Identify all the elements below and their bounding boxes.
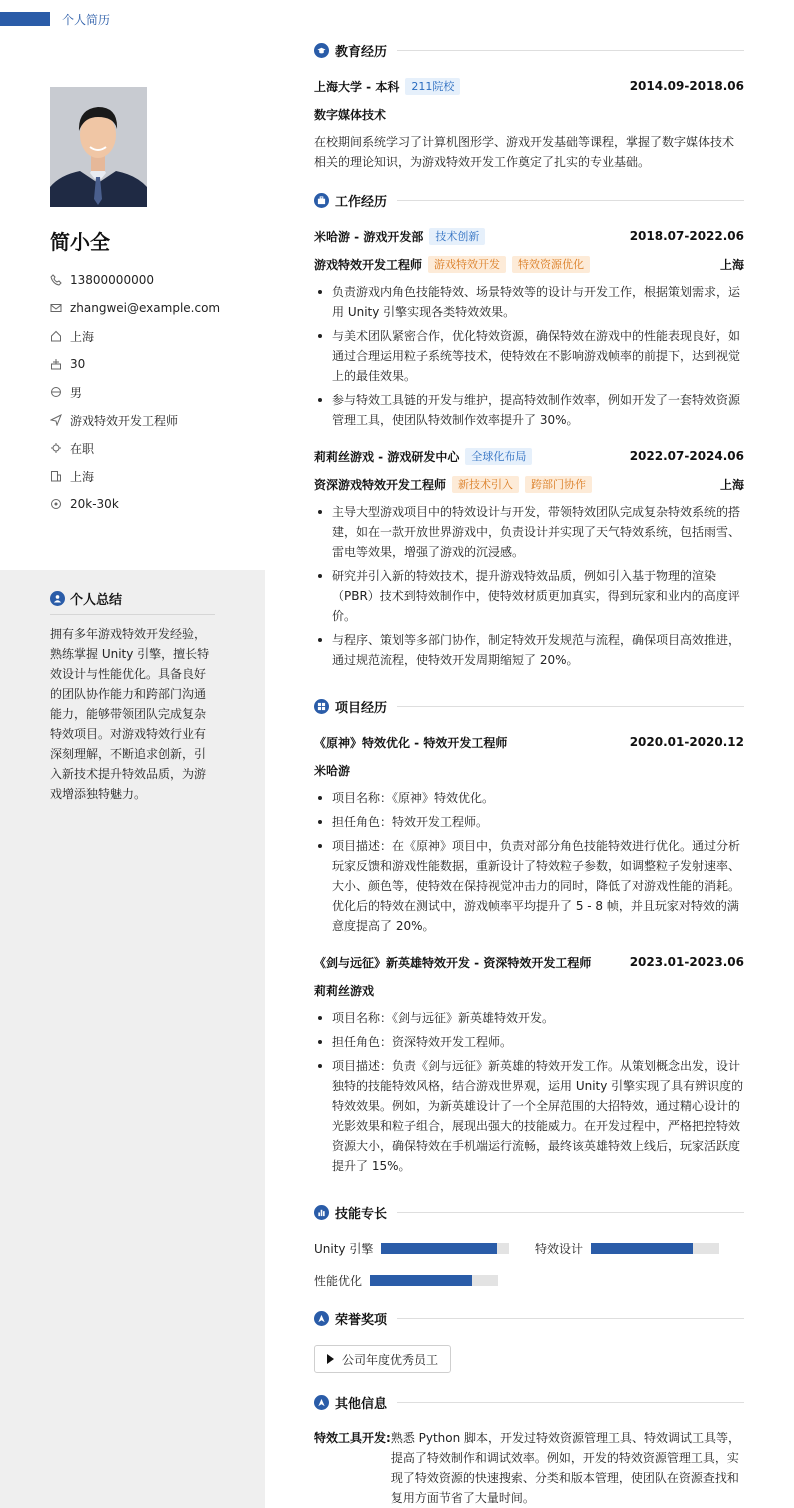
info-position	[50, 406, 220, 434]
list-item: 与程序、策划等多部门协作，制定特效开发规范与流程，确保项目高效推进，通过规范流程，使特效开发周期缩短了 20%。	[314, 630, 744, 670]
info-home	[50, 322, 220, 350]
project-1-bullets	[314, 788, 744, 940]
profile-name: 简小全	[50, 230, 110, 254]
briefcase-icon	[314, 193, 329, 208]
job-1-role-tag: 特效资源优化	[512, 256, 590, 273]
project-2-name: 《剑与远征》新英雄特效开发 - 资深特效开发工程师	[314, 955, 592, 970]
play-icon	[327, 1354, 334, 1364]
info-salary-text: 20k-30k	[70, 497, 119, 511]
job-1-company: 米哈游 - 游戏开发部	[314, 229, 424, 244]
send-icon	[50, 414, 62, 426]
resume-tag-label: 个人简历	[62, 12, 111, 27]
job-2-row	[314, 446, 744, 466]
divider	[397, 706, 744, 707]
contact-info-list	[50, 266, 220, 518]
project-2-date: 2023.01-2023.06	[629, 955, 744, 969]
cake-icon	[50, 358, 62, 370]
list-item: 与美术团队紧密合作，优化特效资源，确保特效在游戏中的性能表现良好，如通过合理运用粒子系统等技术，使特效在不影响游戏帧率的前提下，达到视觉上的最佳效果。	[314, 326, 744, 386]
skill-optimization	[314, 1270, 498, 1290]
info-phone	[50, 266, 220, 294]
info-age-text: 30	[70, 357, 86, 371]
section-other-title: 其他信息	[335, 1396, 388, 1412]
other-label: 特效工具开发:	[314, 1431, 391, 1445]
info-salary	[50, 490, 220, 518]
award-icon	[314, 1311, 329, 1326]
list-item: 担任角色：特效开发工程师。	[314, 812, 744, 832]
project-2-org-row	[314, 980, 744, 1000]
job-2-role: 资深游戏特效开发工程师	[314, 477, 447, 492]
section-skills-title: 技能专长	[335, 1206, 388, 1222]
job-1-bullets	[314, 282, 744, 434]
job-2-date: 2022.07-2024.06	[629, 449, 744, 463]
other-text: 熟悉 Python 脚本，开发过特效资源管理工具、特效调试工具等，提高了特效制作和调试效率。例如，开发的特效资源管理工具，实现了特效资源的快速搜索、分类和版本管理，使团队在资源查找和复用方面节省了大量时间。	[390, 1431, 741, 1505]
job-1-row	[314, 226, 744, 246]
status-icon	[50, 442, 62, 454]
job-2-role-row	[314, 474, 744, 494]
job-2-bullets	[314, 502, 744, 674]
info-city	[50, 462, 220, 490]
divider	[397, 200, 744, 201]
section-work-title: 工作经历	[335, 194, 388, 210]
education-major: 数字媒体技术	[314, 107, 387, 122]
skill-name: Unity 引擎	[314, 1241, 374, 1256]
section-skills-header	[314, 1200, 744, 1224]
resume-tag	[0, 12, 110, 26]
info-email-text: zhangwei@example.com	[70, 301, 221, 315]
divider	[397, 50, 744, 51]
skill-fill	[381, 1243, 496, 1254]
info-status	[50, 434, 220, 462]
project-2-row	[314, 952, 744, 972]
building-icon	[50, 470, 62, 482]
section-work-header	[314, 188, 744, 212]
summary-text: 拥有多年游戏特效开发经验，熟练掌握 Unity 引擎，擅长特效设计与性能优化。具备良好的团队协作能力和跨部门沟通能力，能够带领团队完成复杂特效项目。对游戏特效行业有深刻理解，不断追求创新，引入新技术提升特效品质，为游戏增添独特魅力。	[50, 627, 210, 801]
education-major-row	[314, 104, 744, 124]
job-1-date: 2018.07-2022.06	[629, 229, 744, 243]
section-awards-header	[314, 1306, 744, 1330]
grid-icon	[314, 699, 329, 714]
bar-chart-icon	[314, 1205, 329, 1220]
education-date: 2014.09-2018.06	[629, 79, 744, 93]
award-item-label: 公司年度优秀员工	[342, 1352, 439, 1367]
job-1-city: 上海	[719, 257, 744, 272]
project-2-bullets	[314, 1008, 744, 1180]
project-1-org-row	[314, 760, 744, 780]
list-item: 项目名称：《剑与远征》新英雄特效开发。	[314, 1008, 744, 1028]
graduation-cap-icon	[314, 43, 329, 58]
section-education-title: 教育经历	[335, 44, 388, 60]
divider	[397, 1318, 744, 1319]
other-info	[314, 1428, 744, 1508]
skill-bar	[381, 1243, 509, 1254]
salary-icon	[50, 498, 62, 510]
section-projects-title: 项目经历	[335, 700, 388, 716]
info-status-text: 在职	[70, 441, 95, 456]
skill-name: 特效设计	[535, 1241, 584, 1256]
job-1-role-tag: 游戏特效开发	[428, 256, 506, 273]
job-1-tag: 技术创新	[429, 228, 485, 245]
phone-icon	[50, 274, 62, 286]
list-item: 主导大型游戏项目中的特效设计与开发，带领特效团队完成复杂特效系统的搭建，如在一款开放世界游戏中，负责设计并实现了天气特效系统，包括雨雪、雷电等效果，增强了游戏的沉浸感。	[314, 502, 744, 562]
info-phone-text: 13800000000	[70, 273, 154, 287]
list-item: 研究并引入新的特效技术，提升游戏特效品质，例如引入基于物理的渲染（PBR）技术到特效制作中，使特效材质更加真实，得到玩家和业内的高度评价。	[314, 566, 744, 626]
skill-fill	[591, 1243, 693, 1254]
skill-unity	[314, 1238, 509, 1258]
info-position-text: 游戏特效开发工程师	[70, 413, 179, 428]
section-awards-title: 荣誉奖项	[335, 1312, 388, 1328]
list-item: 项目描述：在《原神》项目中，负责对部分角色技能特效进行优化。通过分析玩家反馈和游戏性能数据，重新设计了特效粒子参数，如调整粒子发射速率、大小、颜色等，使特效在保持视觉冲击力的同时，降低了对游戏性能的消耗。优化后的特效在测试中，游戏帧率平均提升了 5 - 8 帧，并且玩家对特效的满意度提高了 20%。	[314, 836, 744, 936]
section-education-header	[314, 38, 744, 62]
skill-fill	[370, 1275, 472, 1286]
list-item: 担任角色：资深特效开发工程师。	[314, 1032, 744, 1052]
job-1-role: 游戏特效开发工程师	[314, 257, 423, 272]
project-1-date: 2020.01-2020.12	[629, 735, 744, 749]
accent-bar	[0, 12, 50, 26]
award-item[interactable]	[314, 1345, 451, 1373]
info-gender-text: 男	[70, 385, 83, 400]
skill-bar	[591, 1243, 719, 1254]
education-school: 上海大学 - 本科	[314, 79, 400, 94]
divider	[397, 1402, 744, 1403]
skill-vfx-design	[535, 1238, 719, 1258]
job-2-city: 上海	[719, 477, 744, 492]
job-2-company: 莉莉丝游戏 - 游戏研发中心	[314, 449, 460, 464]
home-icon	[50, 330, 62, 342]
summary-title: 个人总结	[70, 593, 123, 608]
job-2-role-tag: 新技术引入	[452, 476, 519, 493]
job-2-role-tag: 跨部门协作	[525, 476, 592, 493]
divider	[397, 1212, 744, 1213]
list-item: 项目名称：《原神》特效优化。	[314, 788, 744, 808]
gender-icon	[50, 386, 62, 398]
user-icon	[50, 591, 65, 606]
education-row	[314, 76, 744, 96]
list-item: 参与特效工具链的开发与维护，提高特效制作效率，例如开发了一套特效资源管理工具，使团队特效制作效率提升了 30%。	[314, 390, 744, 430]
education-desc: 在校期间系统学习了计算机图形学、游戏开发基础等课程，掌握了数字媒体技术相关的理论知识，为游戏特效开发工作奠定了扎实的专业基础。	[314, 135, 735, 169]
project-2-org: 莉莉丝游戏	[314, 983, 375, 998]
list-item: 项目描述：负责《剑与远征》新英雄的特效开发工作。从策划概念出发，设计独特的技能特效风格，结合游戏世界观，运用 Unity 引擎实现了具有辨识度的特效效果。例如，为新英雄设计了一个全屏范围的大招特效，通过精心设计的光影效果和粒子组合，展现出强大的技能威力。在开发过程中，严格把控特效资源大小，确保特效在手机端运行流畅，最终该英雄特效上线后，玩家活跃度提升了 15%。	[314, 1056, 744, 1176]
section-projects-header	[314, 694, 744, 718]
education-tag: 211院校	[405, 78, 460, 95]
info-gender	[50, 378, 220, 406]
info-email	[50, 294, 220, 322]
info-age	[50, 350, 220, 378]
summary-header	[50, 589, 215, 615]
job-2-tag: 全球化布局	[465, 448, 532, 465]
section-other-header	[314, 1390, 744, 1414]
list-item: 负责游戏内角色技能特效、场景特效等的设计与开发工作，根据策划需求，运用 Unity 引擎实现各类特效效果。	[314, 282, 744, 322]
skill-name: 性能优化	[314, 1273, 363, 1288]
project-1-org: 米哈游	[314, 763, 351, 778]
info-icon	[314, 1395, 329, 1410]
info-city-text: 上海	[70, 469, 95, 484]
project-1-row	[314, 732, 744, 752]
project-1-name: 《原神》特效优化 - 特效开发工程师	[314, 735, 508, 750]
job-1-role-row	[314, 254, 744, 274]
skill-bar	[370, 1275, 498, 1286]
mail-icon	[50, 302, 62, 314]
avatar	[50, 87, 147, 207]
avatar-illustration	[50, 87, 147, 207]
info-home-text: 上海	[70, 329, 95, 344]
